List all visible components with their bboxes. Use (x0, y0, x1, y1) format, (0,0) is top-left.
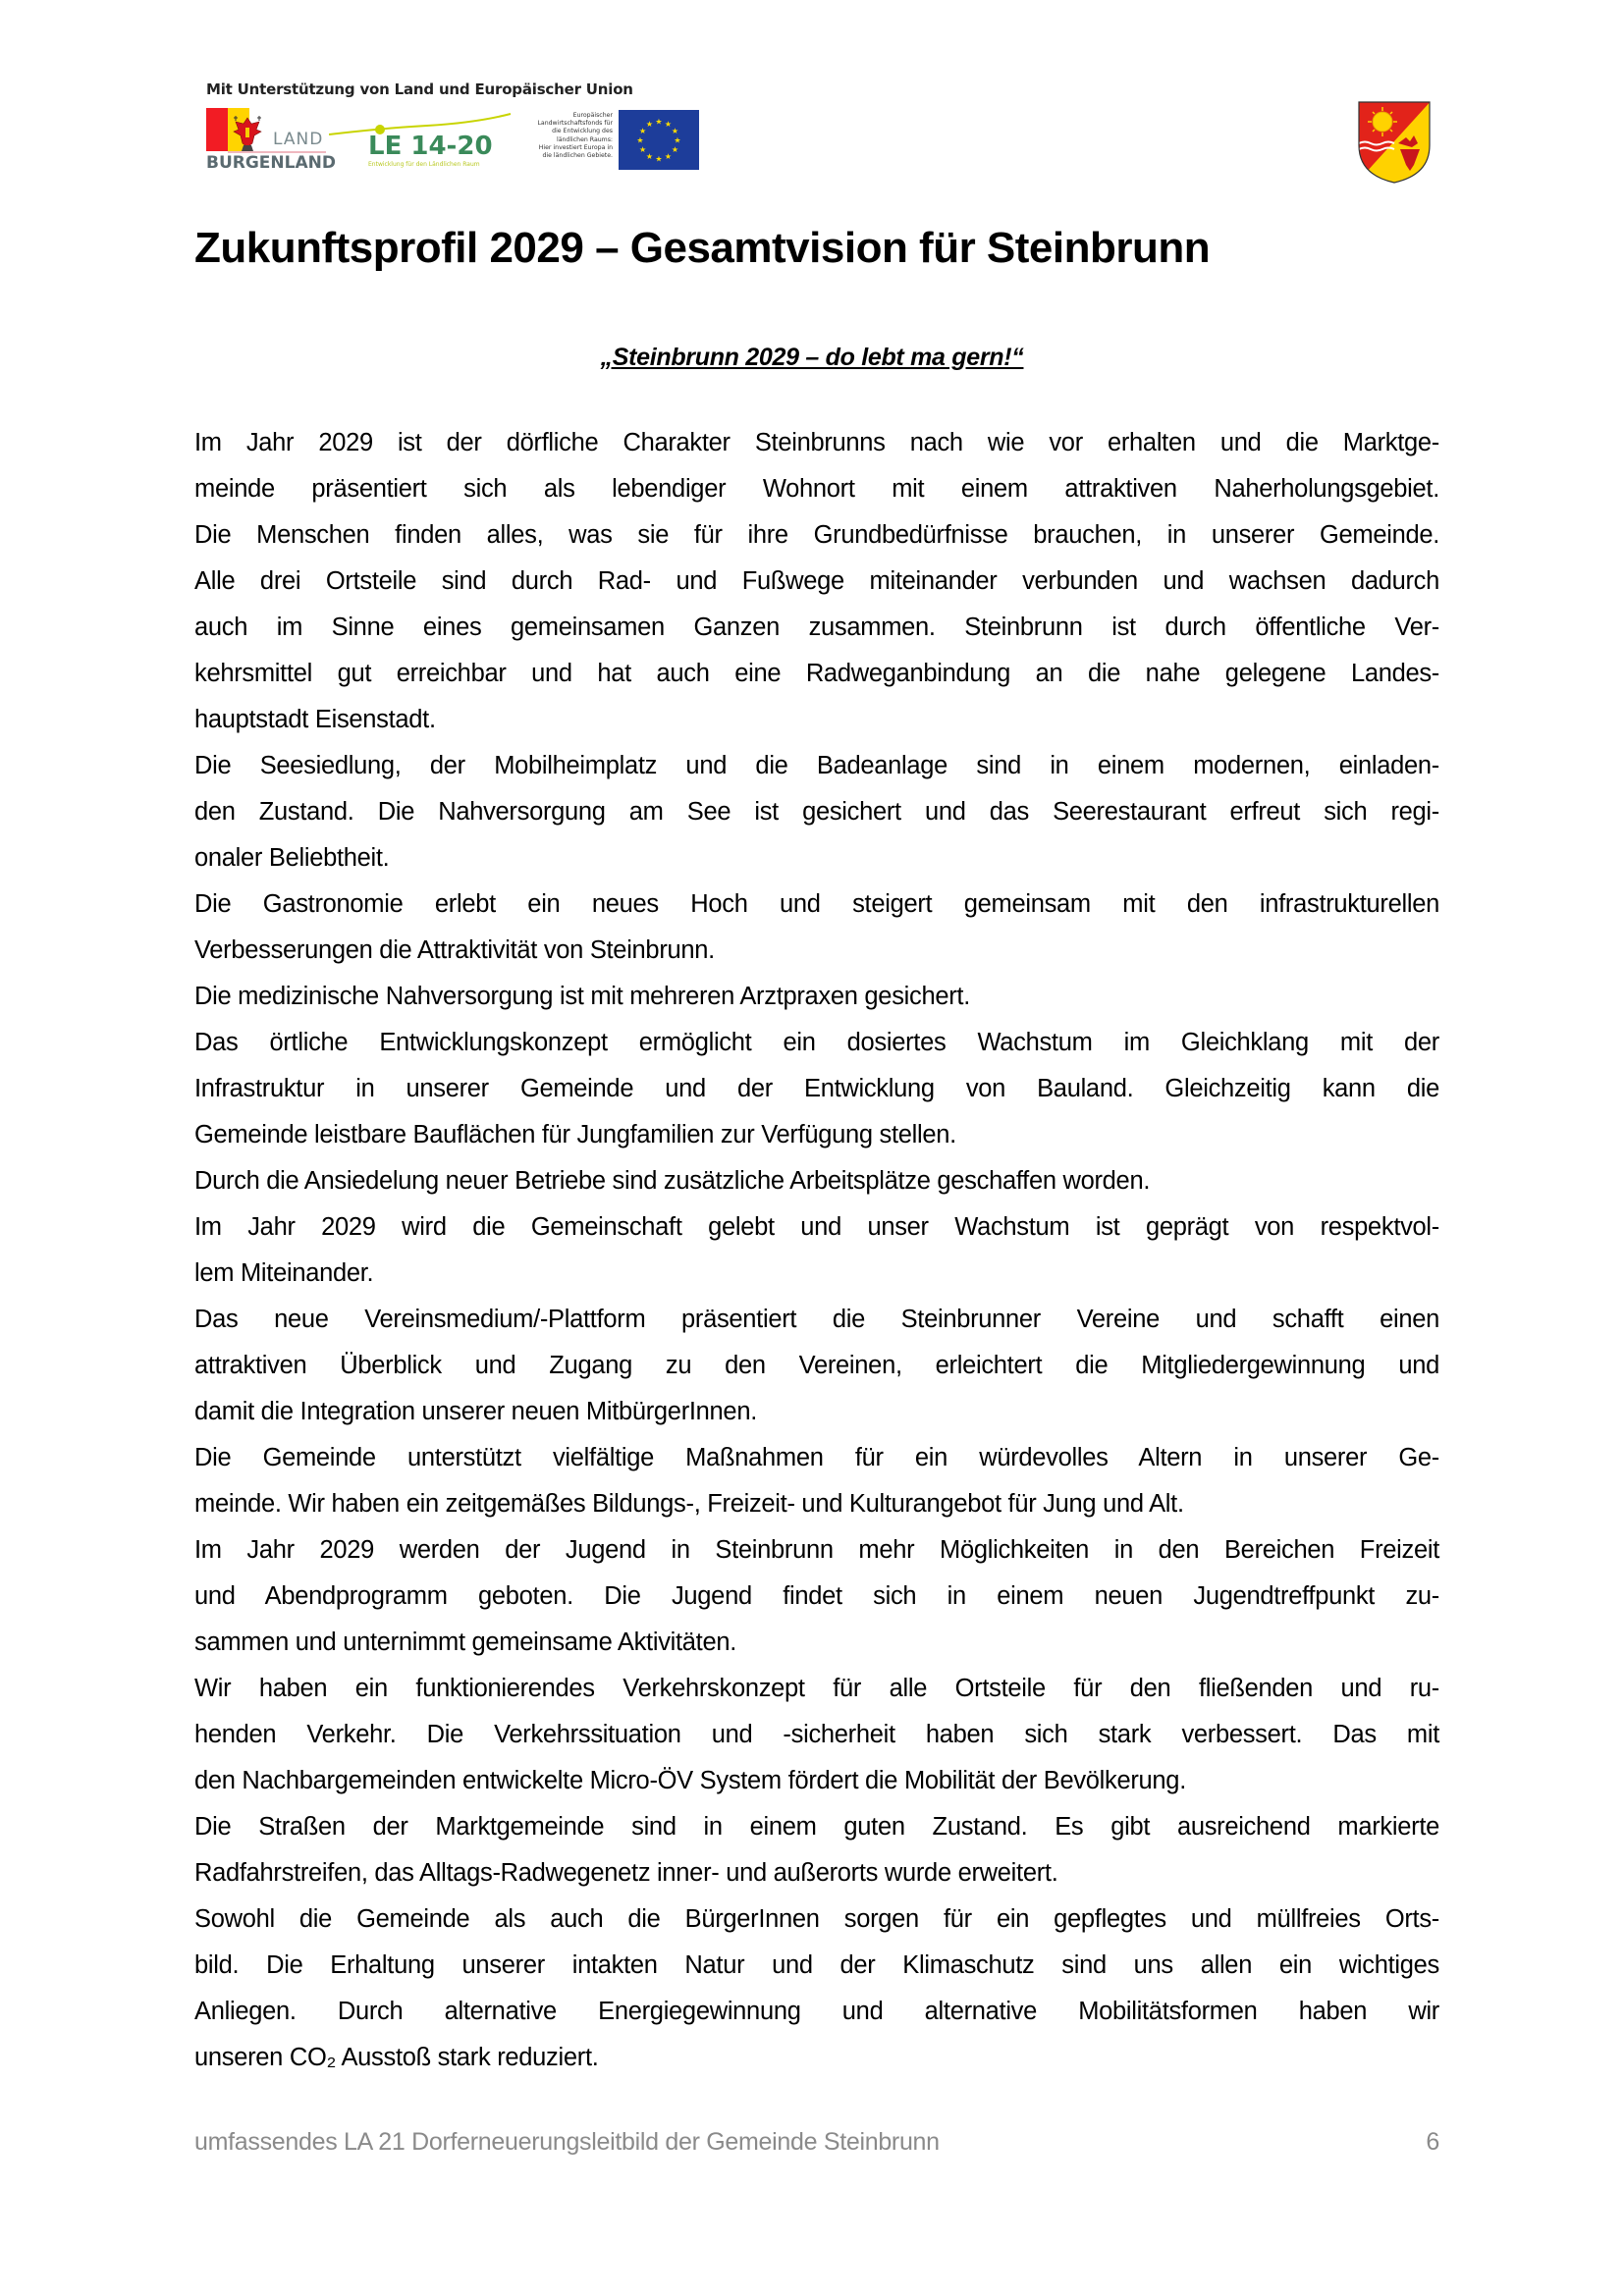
text-line: Die Gastronomie erlebt ein neues Hoch und steigert gemeinsam mit den infrastrukturellen (194, 890, 1439, 918)
eu-star-icon: ★ (638, 127, 647, 135)
eu-text-line: ländlichen Raums: (556, 135, 613, 143)
text-line: Gemeinde leistbare Bauflächen für Jungfamilien zur Verfügung stellen. (194, 1121, 956, 1148)
steinbrunn-coat-of-arms-icon (1355, 98, 1434, 185)
eu-text-line: Europäischer (572, 112, 613, 119)
text-line: Im Jahr 2029 ist der dörfliche Charakter Steinbrunns nach wie vor erhalten und die Marktge- (194, 429, 1439, 456)
le-14-20-logo (329, 110, 515, 179)
text-line: Die Straßen der Marktgemeinde sind in einem guten Zustand. Es gibt ausreichend markierte (194, 1813, 1439, 1841)
paragraph (194, 1020, 1439, 1158)
text-line: henden Verkehr. Die Verkehrssituation und -sicherheit haben sich stark verbessert. Das mit (194, 1721, 1439, 1748)
page-title: Zukunftsprofil 2029 – Gesamtvision für Steinbrunn (194, 224, 1211, 272)
text-line: Die medizinische Nahversorgung ist mit mehreren Arztpraxen gesichert. (194, 983, 970, 1010)
text-line: hauptstadt Eisenstadt. (194, 706, 436, 733)
text-line: kehrsmittel gut erreichbar und hat auch eine Radweganbindung an die nahe gelegene Landes- (194, 660, 1439, 687)
eu-flag-icon (619, 110, 699, 170)
eu-star-icon: ★ (645, 151, 654, 161)
paragraph (194, 743, 1439, 881)
eu-text-line: Hier investiert Europa in (538, 143, 613, 151)
text-line: sammen und unternimmt gemeinsame Aktivitäten. (194, 1629, 737, 1656)
text-line: Die Gemeinde unterstützt vielfältige Maßnahmen für ein würdevolles Altern in unserer Ge- (194, 1444, 1439, 1471)
paragraph (194, 1666, 1439, 1804)
eu-star-icon: ★ (664, 120, 673, 130)
eu-star-icon: ★ (636, 135, 644, 145)
eu-star-icon: ★ (638, 145, 647, 154)
text-line: attraktiven Überblick und Zugang zu den Vereinen, erleichtert die Mitgliedergewinnung und (194, 1352, 1439, 1379)
eu-star-icon: ★ (645, 120, 654, 130)
paragraph (194, 1804, 1439, 1896)
text-line: onaler Beliebtheit. (194, 844, 390, 872)
page-footer (194, 2128, 1439, 2157)
burgenland-eagle-icon (230, 114, 265, 151)
text-line: Die Seesiedlung, der Mobilheimplatz und die Badeanlage sind in einem modernen, einladen- (194, 752, 1439, 779)
le-title: LE 14-20 (368, 132, 493, 161)
paragraph (194, 1527, 1439, 1666)
eu-text-line: die Entwicklung des (552, 128, 613, 135)
eu-text-line: Landwirtschaftsfonds für (537, 120, 613, 128)
text-line: Im Jahr 2029 werden der Jugend in Steinbrunn mehr Möglichkeiten in den Bereichen Freizeit (194, 1536, 1439, 1564)
vision-body-text (194, 420, 1439, 2081)
text-line: Das örtliche Entwicklungskonzept ermöglicht ein dosiertes Wachstum im Gleichklang mit der (194, 1029, 1439, 1056)
motto (0, 344, 1624, 372)
text-line: Verbesserungen die Attraktivität von Steinbrunn. (194, 936, 715, 964)
text-line: meinde präsentiert sich als lebendiger Wohnort mit einem attraktiven Naherholungsgebiet. (194, 475, 1439, 503)
text-line: Infrastruktur in unserer Gemeinde und der Entwicklung von Bauland. Gleichzeitig kann die (194, 1075, 1439, 1102)
logo-land-text: LAND (273, 130, 324, 149)
logo-burgenland-text: BURGENLAND (206, 153, 336, 173)
eu-star-icon: ★ (671, 145, 679, 154)
paragraph (194, 1435, 1439, 1527)
text-line: Radfahrstreifen, das Alltags-Radwegenetz inner- und außerorts wurde erweitert. (194, 1859, 1058, 1887)
text-line: und Abendprogramm geboten. Die Jugend findet sich in einem neuen Jugendtreffpunkt zu- (194, 1582, 1439, 1610)
text-line: den Zustand. Die Nahversorgung am See ist gesichert und das Seerestaurant erfreut sich regi- (194, 798, 1439, 826)
le-subtitle: Entwicklung für den Ländlichen Raum (368, 161, 480, 168)
text-line: unseren CO₂ Ausstoß stark reduziert. (194, 2044, 599, 2071)
eu-star-icon: ★ (655, 117, 663, 127)
eu-text-line: die ländlichen Gebiete. (542, 152, 613, 160)
text-line: Anliegen. Durch alternative Energiegewinnung und alternative Mobilitätsformen haben wir (194, 1998, 1439, 2025)
eu-fund-text (528, 112, 613, 160)
text-line: meinde. Wir haben ein zeitgemäßes Bildungs-, Freizeit- und Kulturangebot für Jung und Alt. (194, 1490, 1184, 1518)
eu-star-icon: ★ (664, 151, 673, 161)
text-line: Die Menschen finden alles, was sie für ihre Grundbedürfnisse brauchen, in unserer Gemeinde. (194, 521, 1439, 549)
paragraph (194, 1158, 1439, 1204)
paragraph (194, 1896, 1439, 2081)
text-line: den Nachbargemeinden entwickelte Micro-ÖV System fördert die Mobilität der Bevölkerung. (194, 1767, 1186, 1794)
text-line: Alle drei Ortsteile sind durch Rad- und Fußwege miteinander verbunden und wachsen dadurch (194, 567, 1439, 595)
text-line: bild. Die Erhaltung unserer intakten Natur und der Klimaschutz sind uns allen ein wichtiges (194, 1951, 1439, 1979)
text-line: Sowohl die Gemeinde als auch die BürgerInnen sorgen für ein gepflegtes und müllfreies Orts- (194, 1905, 1439, 1933)
text-line: lem Miteinander. (194, 1259, 374, 1287)
motto-text: „Steinbrunn 2029 – do lebt ma gern!“ (600, 344, 1024, 371)
page-number: 6 (1426, 2128, 1439, 2156)
paragraph (194, 1297, 1439, 1435)
footer-text: umfassendes LA 21 Dorferneuerungsleitbild der Gemeinde Steinbrunn (194, 2128, 940, 2156)
text-line: damit die Integration unserer neuen MitbürgerInnen. (194, 1398, 757, 1425)
text-line: Das neue Vereinsmedium/-Plattform präsentiert die Steinbrunner Vereine und schafft einen (194, 1306, 1439, 1333)
support-statement: Mit Unterstützung von Land und Europäischer Union (206, 80, 633, 98)
land-burgenland-logo (206, 108, 336, 173)
eu-stars (619, 110, 699, 170)
text-line: auch im Sinne eines gemeinsamen Ganzen zusammen. Steinbrunn ist durch öffentliche Ver- (194, 614, 1439, 641)
eu-star-icon: ★ (655, 154, 663, 164)
paragraph (194, 420, 1439, 743)
text-line: Im Jahr 2029 wird die Gemeinschaft gelebt und unser Wachstum ist geprägt von respektvol- (194, 1213, 1439, 1241)
eu-star-icon: ★ (671, 127, 679, 135)
text-line: Wir haben ein funktionierendes Verkehrskonzept für alle Ortsteile für den fließenden und ru- (194, 1675, 1439, 1702)
eu-star-icon: ★ (674, 135, 681, 145)
paragraph (194, 1204, 1439, 1297)
paragraph (194, 881, 1439, 974)
text-line: Durch die Ansiedelung neuer Betriebe sind zusätzliche Arbeitsplätze geschaffen worden. (194, 1167, 1151, 1195)
paragraph (194, 974, 1439, 1020)
flag-red-stripe (206, 108, 228, 151)
